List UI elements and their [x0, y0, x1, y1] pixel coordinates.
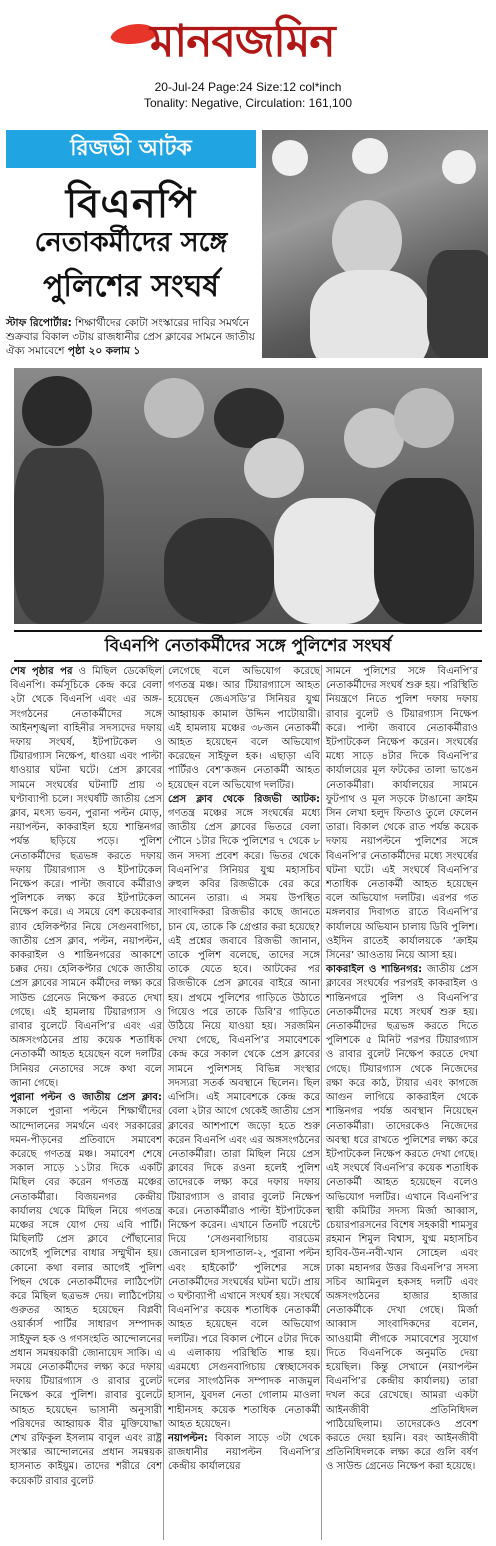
- paragraph: [326, 963, 478, 1474]
- paragraph: [168, 665, 320, 793]
- band-headline: বিএনপি নেতাকর্মীদের সঙ্গে পুলিশের সংঘর্ষ: [14, 630, 482, 662]
- kicker-label: রিজভী আটক: [6, 130, 256, 168]
- paragraph: [168, 1432, 320, 1475]
- headline-line-3: পুলিশের সংঘর্ষ: [43, 269, 219, 304]
- paragraph-text: লেগেছে বলে অভিযোগ করেছে গণতন্ত্র মঞ্চ। আর টিয়ারগ্যাসে আহত হয়েছেন জেএসডি’র সিনিয়র যুগ্ম আহ্বায়ক কামাল উদ্দিন পাটোয়ারী। এই হামলায় মঞ্চের ৩৮জন নেতাকর্মী আহত হয়েছেন বলে অভিযোগ করেছেন সাইফুল হক। এছাড়া এবি পার্টিরও বেশ’কজন নেতাকর্মী আহত হয়েছেন বলে অভিযোগ দলটির।: [168, 666, 320, 791]
- paragraph-text: জাতীয় প্রেস ক্লাবের সংঘর্ষের পরপরই কাকরাইল ও শান্তিনগরে পুলিশ ও বিএনপি’র নেতাকর্মীদের মধ্যে সংঘর্ষ শুরু হয়। নেতাকর্মীদের ছত্রভঙ্গ করতে দিতে পুলিশকে ৫ মিনিট পরপর টিয়ারগ্যাস ও রাবার বুলেট নিক্ষেপ করতে দেখা গেছে। টিয়ারগ্যাস থেকে নিজেদের রক্ষা করে কাঠ, টায়ার এবং কাগজে আগুন লাগিয়ে কাকরাইল থেকে শান্তিনগর পর্যন্ত অবস্থান নিয়েছেন নেতাকর্মীরা। তাদেরকেও নিজেদের অবস্থা ধরে রাখতে পুলিশের লক্ষ্য করে ইটপাটকেল নিক্ষেপ করতে দেখা গেছে। এই সংঘর্ষে বিএনপি’র কয়েক শতাধিক নেতাকর্মী আহত হয়েছেন বলেও অভিযোগ দলটির। এখানে বিএনপি’র স্থায়ী কমিটির সদস্য মির্জা আব্বাস, চেয়ারপারসনের বিশেষ সহকারী শামসুর রহমান শিমুল বিশ্বাস, যুগ্ম মহাসচিব হাবিব-উন-নবী-খান সোহেল এবং ঢাকা মহানগর উত্তর বিএনপি’র সদস্য সচিব আমিনুল হকসহ দলটি এবং অঙ্গসংগঠনের হাজার হাজার নেতাকর্মীকে দেখা গেছে। মির্জা আব্বাস সাংবাদিকদের বলেন, আওয়ামী লীগকে সমাবেশের সুযোগ দিতে বিএনপিকে অনুমতি দেয়া হয়েছিল। কিন্তু সেখানে (নয়াপল্টন বিএনপি’র কেন্দ্রীয় কার্যালয়) তারা দখল করে রেখেছে। আমরা একটা আইনজীবী প্রতিনিধিদল পাঠিয়েছিলাম। তাদেরকেও প্রবেশ করতে দেয়া হয়নি। বরং আইনজীবী প্রতিনিধিদলকে লক্ষ্য করে গুলি বর্ষণ ও সাউন্ড গ্রেনেড নিক্ষেপ করা হয়েছে।: [326, 964, 478, 1473]
- subheading: প্রেস ক্লাব থেকে রিজভী আটক:: [168, 793, 320, 805]
- paragraph-text: গণতন্ত্র মঞ্চের সঙ্গে সংঘর্ষের মধ্যে জাতীয় প্রেস ক্লাবের ভিতরে বেলা পৌনে ১টার দিকে পুলিশের ৭ থেকে ৮ জন সদস্য প্রবেশ করে। ভিতর থেকে বিএনপি’র সিনিয়র যুগ্ম মহাসচিব রুহুল কবির রিজভীকে বের করে আনেন তারা। এ সময় উপস্থিত সাংবাদিকরা রিজভীর কাছে জানতে চান যে, তাকে কি গ্রেপ্তার করা হয়েছে? এই প্রশ্নের জবাবে রিজভী জানান, তাকে পুলিশ বলেছে, তাদের সঙ্গে তাকে যেতে হবে। আটকের পর রিজভীকে প্রেস ক্লাবের বাইরে আনা হয়। প্রথমে পুলিশের গাড়িতে উঠাতে গিয়েও পরে তাকে ডিবি’র গাড়িতে উঠিয়ে নিয়ে যাওয়া হয়। সরজমিন দেখা গেছে, বিএনপি’র সমাবেশকে কেন্দ্র করে সকাল থেকে প্রেস ক্লাবের সামনে পুলিশসহ বিভিন্ন সংস্থার সদস্যরা সতর্ক অবস্থানে ছিলেন। ছিল এপিসি। এই সমাবেশকে কেন্দ্র করে বেলা ২টার আগে থেকেই জাতীয় প্রেস ক্লাবের আশপাশে জড়ো হতে শুরু করেন বিএনপি এবং এর অঙ্গসংগঠনের নেতাকর্মীরা। তারা মিছিল নিয়ে প্রেস ক্লাবের দিকে রওনা হলেই পুলিশ তাদেরকে লক্ষ্য করে দফায় দফায় টিয়ারগ্যাস ও রাবার বুলেট নিক্ষেপ করে। নেতাকর্মীরাও পাল্টা ইটপাটকেল নিক্ষেপ করেন। এখানে তিনটি পয়েন্টে দিয়ে ‘সেগুনবাগিচায় বারডেম জেনারেল হাসপাতাল-২, পুরানা পল্টন এবং হাইকোর্ট’ পুলিশের সঙ্গে নেতাকর্মীদের সংঘর্ষের ঘটনা ঘটে। প্রায় ৩ ঘণ্টাব্যাপী এখানে সংঘর্ষ হয়। সংঘর্ষে বিএনপি’র কয়েক শতাধিক নেতাকর্মী আহত হয়েছেন বলে অভিযোগ দলটির। পরে বিকাল পৌনে ৫টার দিকে এ এলাকায় পরিস্থিতি শান্ত হয়। এরমধ্যে সেগুনবাগিচায় স্বেচ্ছাসেবক দলের সাংগঠনিক সম্পাদক নাজমুল হাসান, যুবদল নেতা গোলাম মাওলা শাহীনসহ কয়েক শতাধিক নেতাকর্মী আহত হয়েছেন।: [168, 808, 320, 1430]
- headline-line-1: বিএনপি: [65, 181, 197, 227]
- photo-leader-police: [262, 130, 488, 358]
- masthead: [0, 0, 496, 110]
- clip-meta-date: 20-Jul-24 Page:24 Size:12 col*inch: [154, 80, 342, 94]
- paragraph: [168, 793, 320, 1432]
- paragraph-text: বিকাল সাড়ে ৩টা থেকে রাজধানীর নয়াপল্টন বিএনপি’র কেন্দ্রীয় কার্যালয়ের: [168, 1432, 320, 1473]
- clip-meta-tonality: Tonality: Negative, Circulation: 161,100: [143, 96, 353, 110]
- column-divider: [163, 665, 164, 1540]
- photo-clash-crowd: [14, 368, 482, 624]
- lede-paragraph: [6, 316, 256, 358]
- headline-line-2: নেতাকর্মীদের সঙ্গে: [34, 227, 228, 258]
- paragraph: [326, 665, 478, 963]
- subheading: পুরানা পল্টন ও জাতীয় প্রেস ক্লাব:: [10, 1092, 162, 1104]
- subheading: কাকরাইল ও শান্তিনগর:: [326, 964, 423, 976]
- lede-jump: পৃষ্ঠা ২০ কলাম ১: [67, 345, 141, 357]
- article-column-2: [168, 665, 320, 1475]
- paragraph: [10, 1091, 162, 1489]
- newspaper-logo: মানবজমিন: [150, 16, 335, 67]
- subheading: নয়াপল্টন:: [168, 1432, 208, 1444]
- paragraph: [10, 665, 162, 1091]
- lede-text: শিক্ষার্থীদের কোটা সংস্কারের দাবির সমর্থনে শুক্রবার বিকাল ৩টায় রাজধানীর প্রেস ক্লাবের সামনে জাতীয় ঐক্য সমাবেশে: [6, 317, 255, 357]
- article-column-1: [10, 665, 162, 1489]
- column-divider: [321, 665, 322, 1540]
- paragraph-text: ও মিছিল ডেকেছিল বিএনপি। কর্মসূচিকে কেন্দ্র করে বেলা ২টা থেকে বিএনপি এবং এর অঙ্গ-সংগঠনের নেতাকর্মীদের সঙ্গে আইনশৃঙ্খলা বাহিনীর সদস্যদের দফায় দফায় সংঘর্ষ, ইটপাটকেল ও টিয়ারগ্যাস নিক্ষেপ, ধাওয়া এবং পাল্টা ধাওয়ার ঘটনা ঘটে। প্রেস ক্লাবের সামনে সংঘর্ষের ঘটনাটি প্রায় ৩ ঘণ্টাব্যাপী চলে। সংঘর্ষটি জাতীয় প্রেস ক্লাব, মৎস্য ভবন, পুরানা পল্টন মোড়, নয়াপল্টন, কাকরাইল হয়ে শান্তিনগর পর্যন্ত ছড়িয়ে পড়ে। পুলিশ নেতাকর্মীদের ছত্রভঙ্গ করতে দফায় দফায় টিয়ারগ্যাস ও ইটপাটকেল নিক্ষেপ করে। পাল্টা জবাবে কর্মীরাও পুলিশকে লক্ষ্য করে ইটপাটকেল নিক্ষেপ করে। এ সময়ে বেশ কয়েকবার র‌্যাব হেলিকপ্টার নিয়ে সেগুনবাগিচা, জাতীয় প্রেস ক্লাব, পল্টন, নয়াপল্টন, কাকরাইল ও শান্তিনগরের আকাশে চক্কর দেয়। হেলিকপ্টার থেকে জাতীয় প্রেস ক্লাবের সামনে কর্মীদের লক্ষ্য করে সাউন্ড গ্রেনেড নিক্ষেপ করতে দেখা গেছে। এই হামলায় টিয়ারগ্যাস ও রাবার বুলেটে বিএনপি’র এবং এর অঙ্গসংগঠনের প্রায় কয়েক শতাধিক নেতাকর্মী আহত হয়েছেন বলে দলটির সিনিয়র নেতাদের সঙ্গে কথা বলে জানা গেছে।: [10, 666, 162, 1089]
- paragraph-text: সকালে পুরানা পল্টনে শিক্ষার্থীদের আন্দোলনের সমর্থনে এবং সরকারের দমন-পীড়নের প্রতিবাদে সমাবেশ করেছে গণতন্ত্র মঞ্চ। সমাবেশ শেষে সকাল সাড়ে ১১টার দিকে একটি মিছিল বের করেন গণতন্ত্র মঞ্চের নেতাকর্মীরা। বিজয়নগর কেন্দ্রীয় কার্যালয় থেকে মিছিল নিয়ে গণতন্ত্র মঞ্চের সঙ্গে যোগ দেয় এবি পার্টি। মিছিলটি প্রেস ক্লাবে পৌঁছানোর আগেই পুলিশের বাধার সম্মুখীন হয়। কোনো কথা বলার আগেই পুলিশ পিছন থেকে নেতাকর্মীদের লাঠিপেটা করে মিছিল ছত্রভঙ্গ দেয়। লাঠিপেটায় গুরুতর আহত হয়েছেন বিপ্লবী ওয়ার্কার্স পার্টির সাধারণ সম্পাদক সাইফুল হক ও গণসংহতি আন্দোলনের প্রধান সমন্বয়কারী জোনায়েদ সাকি। এ সময়ে নেতাকর্মীদের লক্ষ্য করে দফায় দফায় টিয়ারগ্যাস ও রাবার বুলেট নিক্ষেপ করে পুলিশ। রাবার বুলেটে আহত হয়েছেন ভাসানী অনুসারী পরিষদের আহ্বায়ক বীর মুক্তিযোদ্ধা শেখ রফিকুল ইসলাম বাবুল এবং রাষ্ট্র সংস্কার আন্দোলনের প্রধান সমন্বয়ক হাসনাত কাইয়ুম। তাদের শরীরে বেশ কয়েকটি রাবার বুলেট: [10, 1106, 162, 1487]
- article-column-3: [326, 665, 478, 1475]
- subheading: শেষ পৃষ্ঠার পর: [10, 666, 73, 677]
- lede-byline: স্টাফ রিপোর্টার:: [6, 317, 72, 329]
- paragraph-text: সামনে পুলিশের সঙ্গে বিএনপি’র নেতাকর্মীদের সংঘর্ষ শুরু হয়। পরিস্থিতি নিয়ন্ত্রণে নিতে পুলিশ দফায় দফায় রাবার বুলেট ও টিয়ারগ্যাস নিক্ষেপ করে। পাল্টা জবাবে নেতাকর্মীরাও ইটপাটকেল নিক্ষেপ করেন। সংঘর্ষের মধ্যে সাড়ে ৪টার দিকে বিএনপি’র কার্যালয়ের মূল ফটকের তালা ভাঙেন নেতাকর্মীরা। কার্যালয়ের সামনে ফুটপাথ ও মূল সড়কে টাঙানো ক্রাইম সিন লেখা হলুদ ফিতাও তুলে ফেলেন তারা। বিকাল থেকে রাত পর্যন্ত কয়েক দফায় নয়াপল্টনে পুলিশের সঙ্গে বিএনপি’র নেতাকর্মীদের মধ্যে সংঘর্ষের ঘটনা ঘটে। এই সংঘর্ষে বিএনপি’র শতাধিক নেতাকর্মী আহত হয়েছেন বলে অভিযোগ দলটির। এরপর গত মঙ্গলবার দিবাগত রাতে বিএনপি’র কার্যালয়ে অভিযান চালায় ডিবি পুলিশ। ওইদিন রাতেই কার্যালয়কে ‘ক্রাইম সিনের’ আওতায় নিয়ে আসা হয়।: [326, 666, 479, 962]
